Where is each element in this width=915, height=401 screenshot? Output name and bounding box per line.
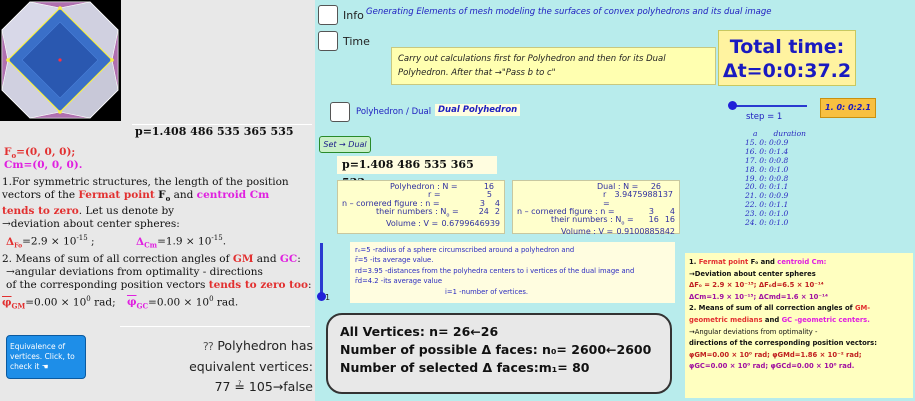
duration-row: 18. 0: 0:1.0: [745, 164, 789, 174]
dual-stats: Dual : N = 26 r = 3.9475988137 n – cornered figure : n = 3 4 their numbers : $N_o$ = 16 16 Volume : V = 0.9100885842: [512, 180, 680, 234]
polyhedron-drawing: [0, 0, 121, 121]
info-label: Info: [343, 9, 364, 22]
set-dual-button[interactable]: Set → Dual: [319, 136, 371, 153]
vertex-slider-track[interactable]: [320, 243, 323, 298]
polyhedron-view[interactable]: [0, 0, 121, 121]
hand-icon: ☚: [41, 362, 49, 371]
info-text: Generating Elements of mesh modeling the surfaces of convex polyhedrons and its dual image: [366, 7, 772, 17]
duration-row: 22. 0: 0:1.1: [745, 200, 789, 210]
equivalence-result: ⁇ Polyhedron has equivalent vertices: 77 ≟ 105→false: [189, 338, 313, 394]
carry-out-note: Carry out calculations first for Polyhedron and then for its Dual Polyhedron. After that →"Pass b to c": [391, 47, 716, 85]
info-checkbox[interactable]: [318, 5, 338, 25]
vertices-summary: All Vertices: n= 26←26 Number of possible Δ faces: n₀= 2600←2600 Number of selected Δ faces:m₁= 80: [326, 313, 672, 394]
dual-checkbox[interactable]: [330, 102, 350, 122]
duration-row: 23. 0: 0:1.0: [745, 209, 789, 219]
divider-2: [120, 326, 310, 327]
question-icon: ⁇: [203, 340, 214, 353]
radius-legend: r₀=5 -radius of a sphere circumscribed around a polyhedron and r̄=5 -its average value. rd=3.95 -distances from the polyhedra centers to i vertices of the dual image and r̄d=4.2 -its average value i=1 -number of vertices.: [350, 242, 675, 303]
step-badge: 1. 0: 0:2.1: [820, 98, 876, 118]
time-checkbox[interactable]: [318, 31, 338, 51]
poly-dual-label: Polyhedron / Dual: [356, 107, 432, 117]
p-value-left: p=1.408 486 535 365 535: [135, 125, 294, 138]
step-slider-track[interactable]: [732, 105, 807, 107]
duration-row: 20. 0: 0:1.1: [745, 182, 789, 192]
para-1: 1.For symmetric structures, the length of the position vectors of the Fermat point $F_o$ and centroid Cm tends to zero. Let us denote by →deviation about center spheres: $\Delta_{Fo}=2.9 \times 10^{-15}$ ; $\Delta_{Cm}=1.9 \times 10^{-15}$. 2. Means of sum of all correction angles of GM and GC: →angular deviations from optimality - directions of the corresponding position vectors tends to zero too: $\overline{\varphi}_{GM}=0.00 \times 10^0$ rad; $\overline{\varphi}_{GC}=0.00 \times 10^0$ rad.: [2, 176, 312, 311]
duration-row: 19. 0: 0:0.8: [745, 173, 789, 183]
duration-list: a duration 15. 0: 0:0.9 16. 0: 0:1.4 17. 0: 0:0.8 18. 0: 0:1.0 19. 0: 0:0.8 20. 0: 0:1.1 21. 0: 0:0.9 22. 0: 0:1.1 23. 0: 0:1.0 24. 0: 0:1.0: [745, 129, 806, 228]
step-slider-handle[interactable]: [728, 101, 737, 110]
duration-row: 24. 0: 0:1.0: [745, 218, 789, 228]
duration-row: 17. 0: 0:0.8: [745, 155, 789, 165]
duration-row: 15. 0: 0:0.9: [745, 137, 789, 147]
deviation-notes: 1. Fermat point F₀ and centroid Cm: →Deviation about center spheres ΔF₀ = 2.9 × 10⁻¹⁵; ΔF₀d=6.5 × 10⁻¹⁴ ΔCm=1.9 × 10⁻¹⁵; ΔCmd=1.6 × 10⁻¹⁴ 2. Means of sum of all correction angles of GM- geometric medians and GC -geometric centers. →Angular deviations from optimality - directions of the corresponding position vectors: φGM=0.00 × 10⁰ rad; φGMd=1.86 × 10⁻² rad; φGC=0.00 × 10⁰ rad; φGCd=0.00 × 10⁰ rad.: [685, 253, 913, 398]
dual-polyhedron-value: Dual Polyhedron: [435, 104, 520, 116]
centroid-origin: Cm=(0, 0, 0).: [4, 159, 83, 171]
left-panel: [0, 0, 315, 401]
duration-row: 21. 0: 0:0.9: [745, 191, 789, 201]
total-time-box: Total time: Δt=0:0:37.2: [718, 30, 856, 86]
duration-row: 16. 0: 0:1.4: [745, 146, 789, 156]
step-label: step = 1: [746, 112, 783, 122]
right-panel: [315, 0, 915, 401]
time-label: Time: [343, 35, 370, 48]
equivalence-button[interactable]: Equivalence of vertices. Click, to check it ☚: [6, 335, 86, 379]
p-value-right: p=1.408 486 535 365: [337, 156, 497, 174]
fermat-origin: $F_o=(0$, 0, 0);: [4, 146, 76, 161]
vertex-slider-value: 1: [325, 293, 331, 302]
polyhedron-stats: Polyhedron : N = 16 r = 5 n – cornered figure : n = 3 4 their numbers : $N_o$ = 24 2 Volume : V = 0.6799646939: [337, 180, 505, 234]
